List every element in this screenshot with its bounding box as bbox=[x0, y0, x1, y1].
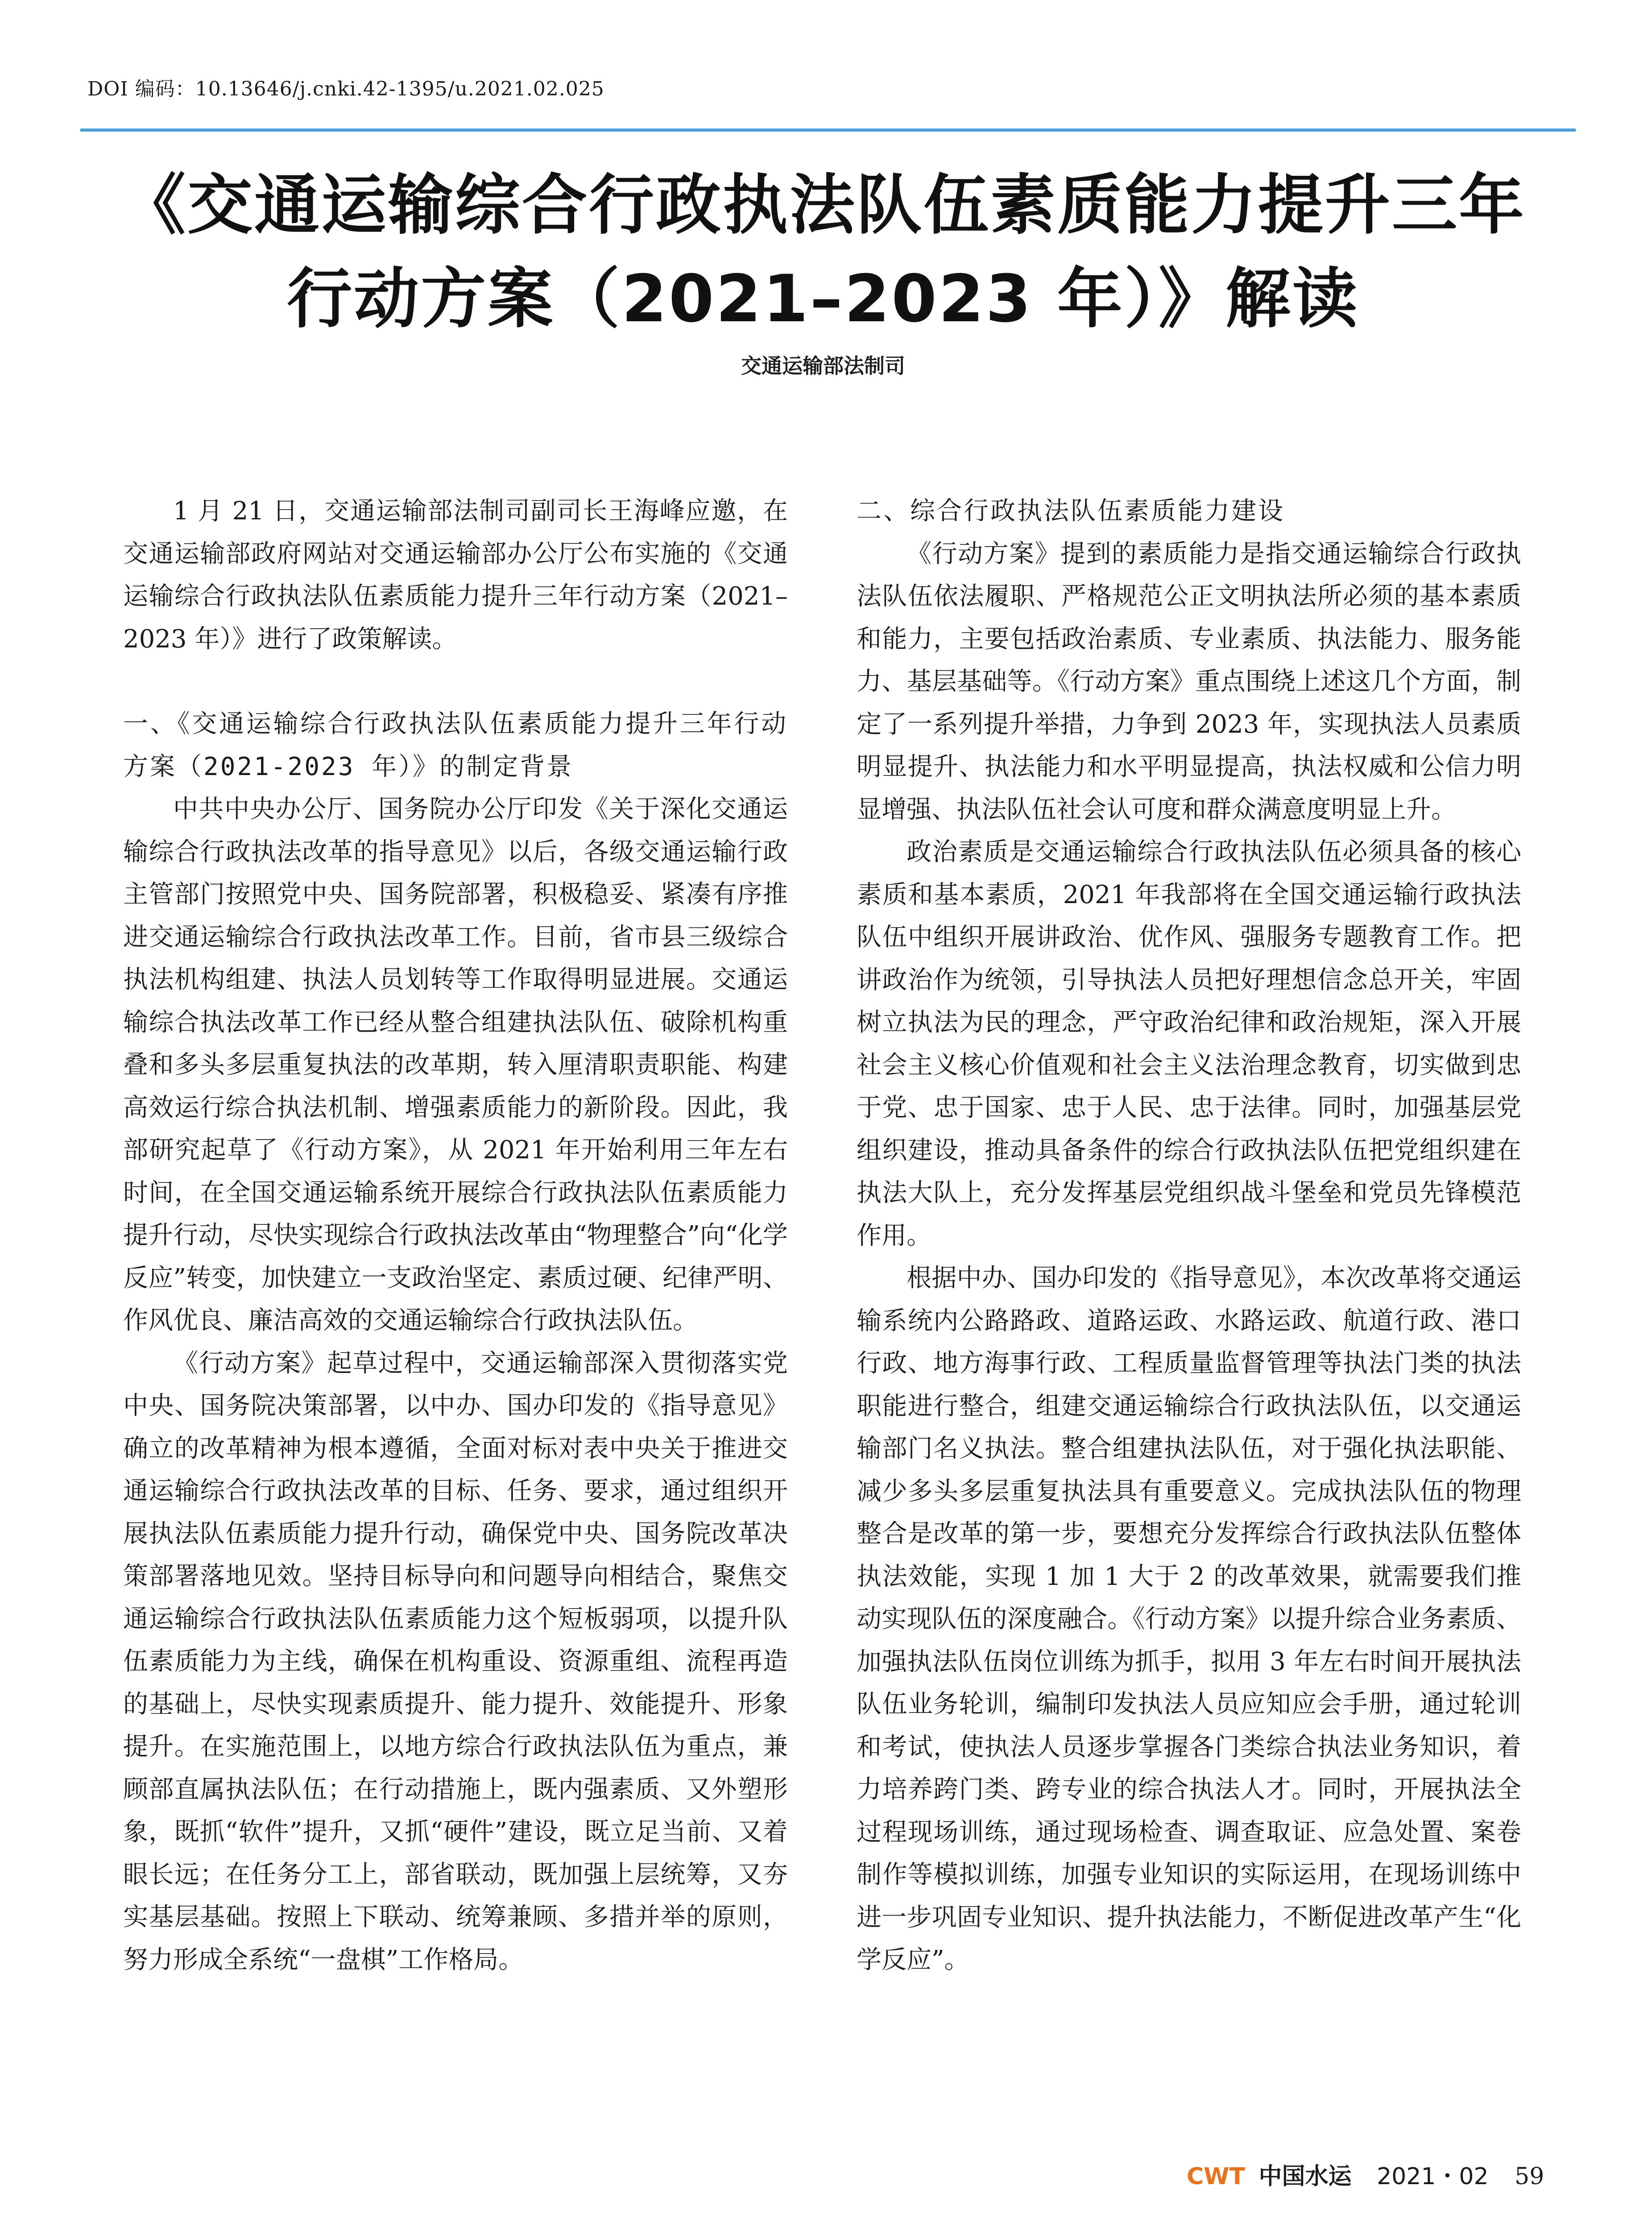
article-title bbox=[89, 158, 1557, 346]
section-2-paragraph-2: 政治素质是交通运输综合行政执法队伍必须具备的核心素质和基本素质，2021 年我部将在全国交通运输行政执法队伍中组织开展讲政治、优作风、强服务专题教育工作。把讲政治作为统领，引导执法人员把好理想信念总开关，牢固树立执法为民的理念，严守政治纪律和政治规矩，深入开展社会主义核心价值观和社会主义法治理念教育，切实做到忠于党、忠于国家、忠于人民、忠于法律。同时，加强基层党组织建设，推动具备条件的综合行政执法队伍把党组织建在执法大队上，充分发挥基层党组织战斗堡垒和党员先锋模范作用。 bbox=[857, 838, 1521, 1250]
section-1-heading: 一、《交通运输综合行政执法队伍素质能力提升三年行动方案（2021-2023 年）》的制定背景 bbox=[123, 709, 788, 781]
journal-brand-logo: CWT bbox=[1187, 2163, 1245, 2190]
title-line-1: 《交通运输综合行政执法队伍素质能力提升三年 bbox=[120, 167, 1526, 243]
title-line-2: 行动方案（2021–2023 年）》解读 bbox=[287, 261, 1359, 337]
section-2-paragraph-1: 《行动方案》提到的素质能力是指交通运输综合行政执法队伍依法履职、严格规范公正文明执法所必须的基本素质和能力，主要包括政治素质、专业素质、执法能力、服务能力、基层基础等。《行动方案》重点围绕上述这几个方面，制定了一系列提升举措，力争到 2023 年，实现执法人员素质明显提升、执法能力和水平明显提高，执法权威和公信力明显增强、执法队伍社会认可度和群众满意度明显上升。 bbox=[857, 539, 1521, 824]
page-footer bbox=[1187, 2159, 1579, 2194]
header-rule bbox=[80, 129, 1576, 132]
spacer bbox=[123, 660, 788, 703]
intro-paragraph: 1 月 21 日，交通运输部法制司副司长王海峰应邀，在交通运输部政府网站对交通运输部办公厅公布实施的《交通运输综合行政执法队伍素质能力提升三年行动方案（2021–2023 年）》进行了政策解读。 bbox=[123, 497, 788, 654]
section-2-heading: 二、综合行政执法队伍素质能力建设 bbox=[857, 497, 1285, 526]
journal-name: 中国水运 bbox=[1259, 2163, 1352, 2190]
page-number: 59 bbox=[1515, 2163, 1544, 2190]
section-2-paragraph-3: 根据中办、国办印发的《指导意见》，本次改革将交通运输系统内公路路政、道路运政、水路运政、航道行政、港口行政、地方海事行政、工程质量监督管理等执法门类的执法职能进行整合，组建交通运输综合行政执法队伍，以交通运输部门名义执法。整合组建执法队伍，对于强化执法职能、减少多头多层重复执法具有重要意义。完成执法队伍的物理整合是改革的第一步，要想充分发挥综合行政执法队伍整体执法效能，实现 1 加 1 大于 2 的改革效果，就需要我们推动实现队伍的深度融合。《行动方案》以提升综合业务素质、加强执法队伍岗位训练为抓手，拟用 3 年左右时间开展执法队伍业务轮训，编制印发执法人员应知应会手册，通过轮训和考试，使执法人员逐步掌握各门类综合执法业务知识，着力培养跨门类、跨专业的综合执法人才。同时，开展执法全过程现场训练，通过现场检查、调查取证、应急处置、案卷制作等模拟训练，加强专业知识的实际运用，在现场训练中进一步巩固专业知识、提升执法能力，不断促进改革产生“化学反应”。 bbox=[857, 1264, 1521, 1974]
doi-line: DOI 编码：10.13646/j.cnki.42-1395/u.2021.02.025 bbox=[87, 78, 604, 100]
right-column bbox=[857, 490, 1521, 1982]
section-1-paragraph-2: 《行动方案》起草过程中，交通运输部深入贯彻落实党中央、国务院决策部署，以中办、国办印发的《指导意见》确立的改革精神为根本遵循，全面对标对表中央关于推进交通运输综合行政执法改革的目标、任务、要求，通过组织开展执法队伍素质能力提升行动，确保党中央、国务院改革决策部署落地见效。坚持目标导向和问题导向相结合，聚焦交通运输综合行政执法队伍素质能力这个短板弱项，以提升队伍素质能力为主线，确保在机构重设、资源重组、流程再造的基础上，尽快实现素质提升、能力提升、效能提升、形象提升。在实施范围上，以地方综合行政执法队伍为重点，兼顾部直属执法队伍；在行动措施上，既内强素质、又外塑形象，既抓“软件”提升，又抓“硬件”建设，既立足当前、又着眼长远；在任务分工上，部省联动，既加强上层统筹，又夯实基层基础。按照上下联动、统筹兼顾、多措并举的原则，努力形成全系统“一盘棋”工作格局。 bbox=[123, 1348, 788, 1974]
left-column bbox=[123, 490, 788, 1981]
issue-number: 2021・02 bbox=[1377, 2163, 1489, 2190]
section-1-paragraph-1: 中共中央办公厅、国务院办公厅印发《关于深化交通运输综合行政执法改革的指导意见》以后，各级交通运输行政主管部门按照党中央、国务院部署，积极稳妥、紧凑有序推进交通运输综合行政执法改革工作。目前，省市县三级综合执法机构组建、执法人员划转等工作取得明显进展。交通运输综合执法改革工作已经从整合组建执法队伍、破除机构重叠和多头多层重复执法的改革期，转入厘清职责职能、构建高效运行综合执法机制、增强素质能力的新阶段。因此，我部研究起草了《行动方案》，从 2021 年开始利用三年左右时间，在全国交通运输系统开展综合行政执法队伍素质能力提升行动，尽快实现综合行政执法改革由“物理整合”向“化学反应”转变，加快建立一支政治坚定、素质过硬、纪律严明、作风优良、廉洁高效的交通运输综合行政执法队伍。 bbox=[123, 795, 788, 1335]
article-author: 交通运输部法制司 bbox=[741, 354, 905, 378]
